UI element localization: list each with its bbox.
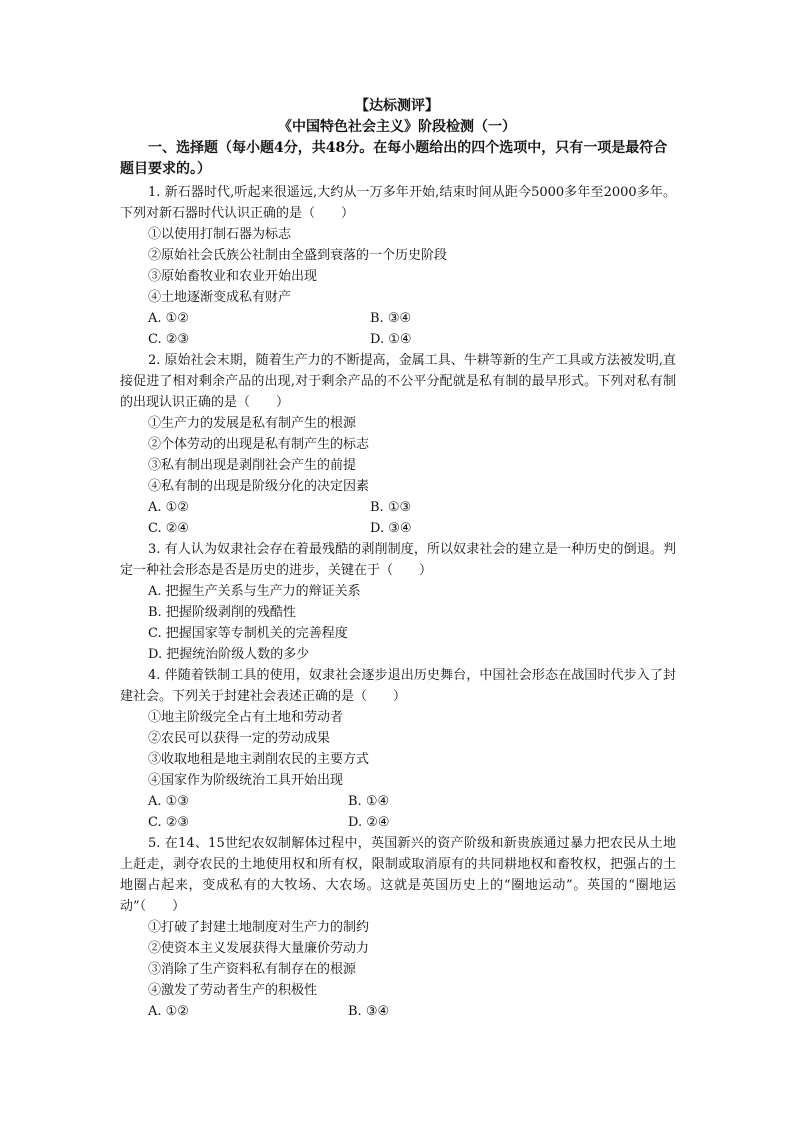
choice-row bbox=[120, 812, 676, 833]
choice-a: A. 把握生产关系与生产力的辩证关系 bbox=[148, 584, 361, 599]
page-title: 《中国特色社会主义》阶段检测（一） bbox=[278, 119, 516, 135]
statement-item: ④私有制的出现是阶级分化的决定因素 bbox=[148, 479, 370, 494]
choice-row bbox=[120, 1001, 676, 1022]
statement-item: ②原始社会氏族公社制由全盛到衰落的一个历史阶段 bbox=[148, 248, 448, 263]
question-4 bbox=[120, 665, 676, 833]
question-stem: 1. 新石器时代,听起来很遥远,大约从一万多年开始,结束时间从距今5000多年至2000多年。下列对新石器时代认识正确的是（ ） bbox=[120, 185, 676, 221]
section-tag: 【达标测评】 bbox=[355, 98, 439, 114]
question-1 bbox=[120, 182, 676, 350]
choice-row bbox=[120, 518, 676, 539]
choice-row bbox=[120, 308, 676, 329]
statement-item: ④土地逐渐变成私有财产 bbox=[148, 290, 292, 305]
choice-row bbox=[120, 329, 676, 350]
statement-item: ③原始畜牧业和农业开始出现 bbox=[148, 269, 318, 284]
statement-item: ④国家作为阶级统治工具开始出现 bbox=[148, 773, 344, 788]
statement-item: ①地主阶级完全占有土地和劳动者 bbox=[148, 710, 344, 725]
choice-b: B. ③④ bbox=[370, 311, 412, 326]
choice-c: C. 把握国家等专制机关的完善程度 bbox=[148, 626, 348, 641]
choice-row bbox=[120, 791, 676, 812]
choice-b: B. 把握阶级剥削的残酷性 bbox=[148, 605, 296, 620]
question-5 bbox=[120, 833, 676, 1022]
choice-b: B. ①③ bbox=[370, 500, 412, 515]
statement-item: ②农民可以获得一定的劳动成果 bbox=[148, 731, 331, 746]
choice-a: A. ①③ bbox=[148, 794, 189, 809]
question-stem: 3. 有人认为奴隶社会存在着最残酷的剥削制度，所以奴隶社会的建立是一种历史的倒退。判定一种社会形态是否是历史的进步，关键在于（ ） bbox=[120, 542, 676, 578]
choice-b: B. ③④ bbox=[348, 1004, 390, 1019]
choice-c: C. ②④ bbox=[148, 521, 190, 536]
choice-row bbox=[120, 497, 676, 518]
statement-item: ④激发了劳动者生产的积极性 bbox=[148, 983, 318, 998]
question-3 bbox=[120, 539, 676, 665]
statement-item: ③私有制出现是剥削社会产生的前提 bbox=[148, 458, 357, 473]
question-list bbox=[120, 182, 676, 1022]
statement-item: ②个体劳动的出现是私有制产生的标志 bbox=[148, 437, 370, 452]
choice-a: A. ①② bbox=[148, 1004, 189, 1019]
statement-item: ①生产力的发展是私有制产生的根源 bbox=[148, 416, 357, 431]
choice-a: A. ①② bbox=[148, 311, 189, 326]
choice-d: D. 把握统治阶级人数的多少 bbox=[148, 647, 310, 662]
statement-item: ①打破了封建土地制度对生产力的制约 bbox=[148, 920, 370, 935]
statement-item: ③消除了生产资料私有制存在的根源 bbox=[148, 962, 357, 977]
choice-a: A. ①② bbox=[148, 500, 189, 515]
question-2 bbox=[120, 350, 676, 539]
choice-c: C. ②③ bbox=[148, 815, 190, 830]
section-heading: 一、选择题（每小题4分，共48分。在每小题给出的四个选项中，只有一项是最符合题目要求的。） bbox=[120, 140, 668, 177]
question-stem: 5. 在14、15世纪农奴制解体过程中，英国新兴的资产阶级和新贵族通过暴力把农民从土地上赶走，剥夺农民的土地使用权和所有权，限制或取消原有的共同耕地权和畜牧权，把强占的土地圈占起来，变成私有的大牧场、大农场。这就是英国历史上的“圈地运动”。英国的“圈地运动”（ ） bbox=[120, 836, 676, 914]
choice-b: B. ①④ bbox=[348, 794, 390, 809]
choice-d: D. ③④ bbox=[370, 521, 412, 536]
statement-item: ①以使用打制石器为标志 bbox=[148, 227, 292, 242]
question-stem: 4. 伴随着铁制工具的使用，奴隶社会逐步退出历史舞台，中国社会形态在战国时代步入了封建社会。下列关于封建社会表述正确的是（ ） bbox=[120, 668, 676, 704]
statement-item: ②使资本主义发展获得大量廉价劳动力 bbox=[148, 941, 370, 956]
choice-c: C. ②③ bbox=[148, 332, 190, 347]
statement-item: ③收取地租是地主剥削农民的主要方式 bbox=[148, 752, 370, 767]
choice-d: D. ①④ bbox=[370, 332, 412, 347]
question-stem: 2. 原始社会末期，随着生产力的不断提高，金属工具、牛耕等新的生产工具或方法被发明,直接促进了相对剩余产品的出现,对于剩余产品的不公平分配就是私有制的最早形式。下列对私有制的出现认识正确的是（ ） bbox=[120, 353, 676, 410]
choice-d: D. ②④ bbox=[348, 815, 390, 830]
